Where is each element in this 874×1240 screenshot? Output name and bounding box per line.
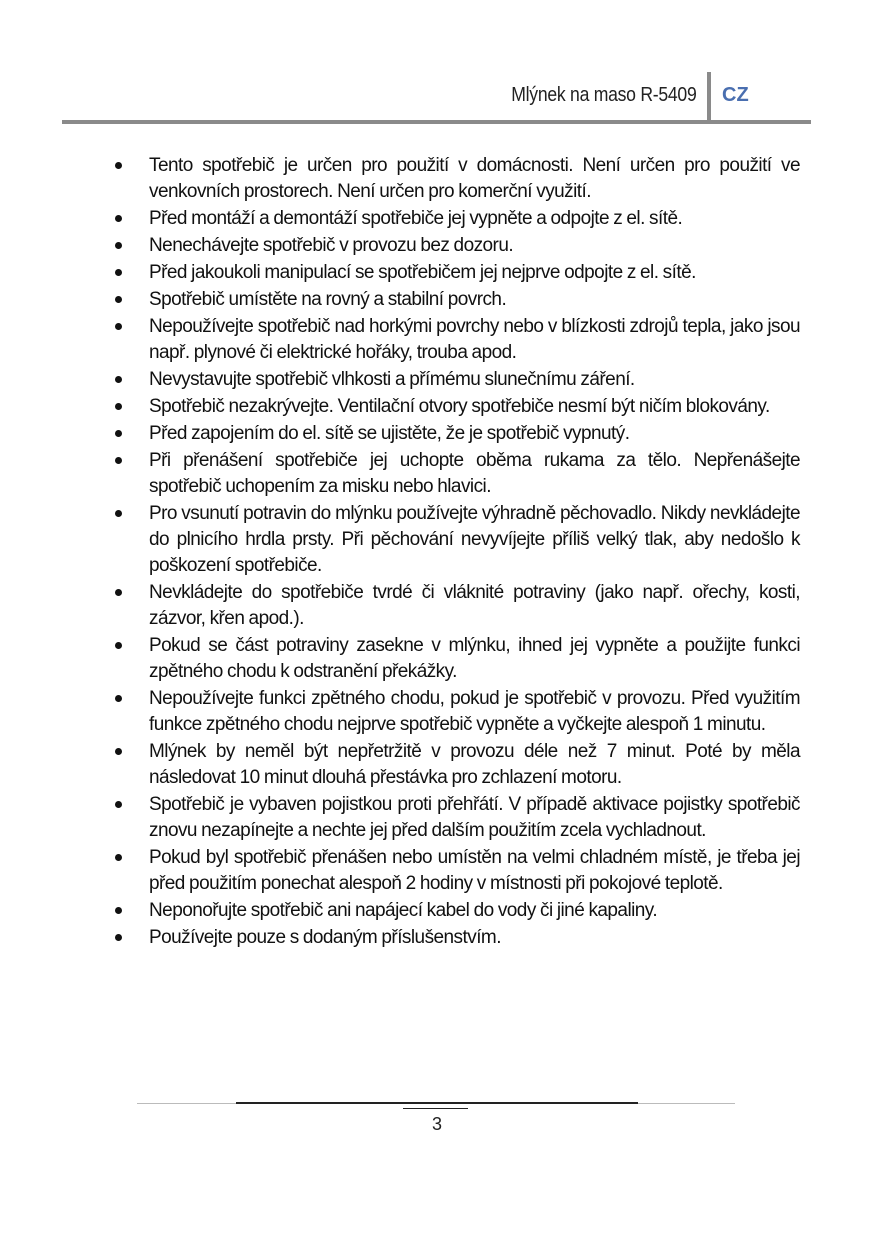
- page-header: [0, 72, 874, 124]
- bullet-list: [110, 153, 800, 951]
- list-item: Nevystavujte spotřebič vlhkosti a přímému slunečnímu záření.: [110, 367, 800, 393]
- list-item: Spotřebič je vybaven pojistkou proti přehřátí. V případě aktivace pojistky spotřebič znovu nezapínejte a nechte jej před dalším použitím zcela vychladnout.: [110, 792, 800, 844]
- product-title: Mlýnek na maso R-5409: [510, 84, 696, 106]
- list-item: Spotřebič nezakrývejte. Ventilační otvory spotřebiče nesmí být ničím blokovány.: [110, 394, 800, 420]
- list-item: Používejte pouze s dodaným příslušenstvím.: [110, 925, 800, 951]
- list-item: Neponořujte spotřebič ani napájecí kabel do vody či jiné kapaliny.: [110, 898, 800, 924]
- bullet-icon: [115, 934, 122, 941]
- list-item: Nepoužívejte spotřebič nad horkými povrchy nebo v blízkosti zdrojů tepla, jako jsou např. plynové či elektrické hořáky, trouba apod.: [110, 314, 800, 366]
- bullet-icon: [115, 854, 122, 861]
- page-number: 3: [431, 1114, 442, 1134]
- list-item: Pro vsunutí potravin do mlýnku používejte výhradně pěchovadlo. Nikdy nevkládejte do plnicího hrdla prsty. Při pěchování nevyvíjejte příliš velký tlak, aby nedošlo k poškození spotřebiče.: [110, 501, 800, 579]
- bullet-icon: [115, 269, 122, 276]
- bullet-icon: [115, 215, 122, 222]
- header-rule: [62, 120, 811, 124]
- list-item: Spotřebič umístěte na rovný a stabilní povrch.: [110, 287, 800, 313]
- list-item: Před zapojením do el. sítě se ujistěte, že je spotřebič vypnutý.: [110, 421, 800, 447]
- bullet-icon: [115, 510, 122, 517]
- list-item: Při přenášení spotřebiče jej uchopte oběma rukama za tělo. Nepřenášejte spotřebič uchopením za misku nebo hlavici.: [110, 448, 800, 500]
- bullet-icon: [115, 695, 122, 702]
- list-item: Před montáží a demontáží spotřebiče jej vypněte a odpojte z el. sítě.: [110, 206, 800, 232]
- bullet-icon: [115, 907, 122, 914]
- bullet-icon: [115, 162, 122, 169]
- list-item: Nevkládejte do spotřebiče tvrdé či vláknité potraviny (jako např. ořechy, kosti, zázvor, křen apod.).: [110, 580, 800, 632]
- footer-rule-bold: [236, 1102, 638, 1104]
- list-item: Mlýnek by neměl být nepřetržitě v provozu déle než 7 minut. Poté by měla následovat 10 minut dlouhá přestávka pro zchlazení motoru.: [110, 739, 800, 791]
- language-code: CZ: [722, 84, 749, 106]
- bullet-icon: [115, 296, 122, 303]
- bullet-icon: [115, 642, 122, 649]
- safety-instructions: [110, 153, 800, 952]
- list-item: Tento spotřebič je určen pro použití v domácnosti. Není určen pro použití ve venkovních prostorech. Není určen pro komerční využití.: [110, 153, 800, 205]
- bullet-icon: [115, 589, 122, 596]
- bullet-icon: [115, 457, 122, 464]
- list-item: Před jakoukoli manipulací se spotřebičem jej nejprve odpojte z el. sítě.: [110, 260, 800, 286]
- list-item: Pokud byl spotřebič přenášen nebo umístěn na velmi chladném místě, je třeba jej před použitím ponechat alespoň 2 hodiny v místnosti při pokojové teplotě.: [110, 845, 800, 897]
- bullet-icon: [115, 323, 122, 330]
- bullet-icon: [115, 376, 122, 383]
- bullet-icon: [115, 801, 122, 808]
- bullet-icon: [115, 430, 122, 437]
- bullet-icon: [115, 242, 122, 249]
- page-number-rule: [403, 1108, 468, 1109]
- list-item: Pokud se část potraviny zasekne v mlýnku, ihned jej vypněte a použijte funkci zpětného chodu k odstranění překážky.: [110, 633, 800, 685]
- bullet-icon: [115, 403, 122, 410]
- list-item: Nenechávejte spotřebič v provozu bez dozoru.: [110, 233, 800, 259]
- bullet-icon: [115, 748, 122, 755]
- list-item: Nepoužívejte funkci zpětného chodu, pokud je spotřebič v provozu. Před využitím funkce zpětného chodu nejprve spotřebič vypněte a vyčkejte alespoň 1 minutu.: [110, 686, 800, 738]
- header-divider: [707, 72, 711, 120]
